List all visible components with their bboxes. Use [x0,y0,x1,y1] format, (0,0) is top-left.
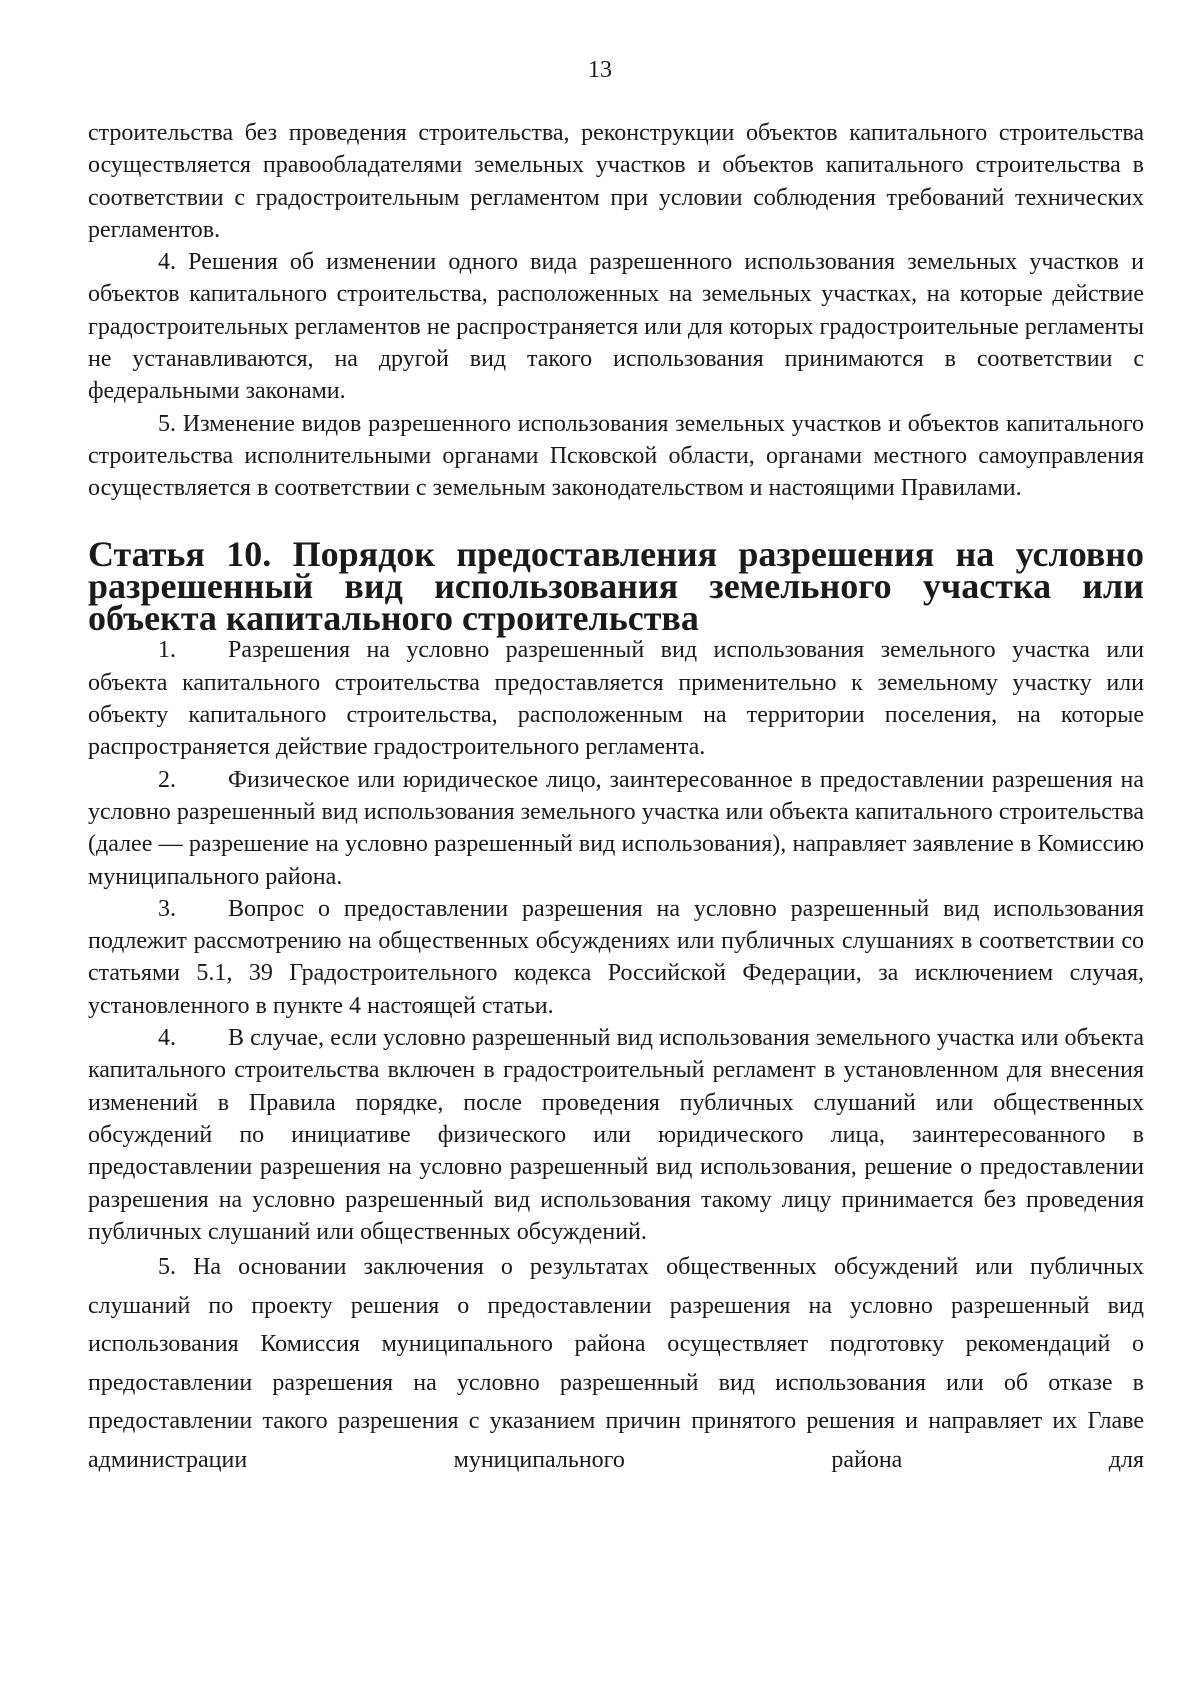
intro-paragraph: строительства без проведения строительства, реконструкции объектов капитального строительства осуществляется правообладателями земельных участков и объектов капитального строительства в соответствии с градостроительным регламентом при условии соблюдения требований технических регламентов. [88,120,1144,243]
article-item-1 [88,634,1144,763]
article-item-4 [88,1022,1144,1248]
item-number: 2. [158,766,176,793]
item-text: Вопрос о предоставлении разрешения на условно разрешенный вид использования подлежит рассмотрению на общественных обсуждениях или публичных слушаниях в соответствии со статьями 5.1, 39 Градостроительного кодекса Российской Федерации, за исключением случая, установленного в пункте 4 настоящей статьи. [88,895,1144,1019]
item-text: Разрешения на условно разрешенный вид использования земельного участка или объекта капитального строительства предоставляется применительно к земельному участку или объекту капитального строительства, расположенным на территории поселения, на которые распространяется действие градостроительного регламента. [88,637,1144,761]
page-number: 13 [588,57,612,83]
article-item-5: 5. На основании заключения о результатах общественных обсуждений или публичных слушаний по проекту решения о предоставлении разрешения на условно разрешенный вид использования Комиссия муниципального района осуществляет подготовку рекомендаций о предоставлении разрешения на условно разрешенный вид использования или об отказе в предоставлении такого разрешения с указанием причин принятого решения и направляет их Главе администрации муниципального района для [88,1254,1144,1473]
article-heading: Статья 10. Порядок предоставления разрешения на условно разрешенный вид использования земельного участка или объекта капитального строительства [88,533,1144,639]
item-number: 3. [158,895,176,922]
item-number: 1. [158,637,176,664]
item-text: Физическое или юридическое лицо, заинтересованное в предоставлении разрешения на условно разрешенный вид использования земельного участка или объекта капитального строительства (далее — разрешение на условно разрешенный вид использования), направляет заявление в Комиссию муниципального района. [88,766,1144,890]
article-item-2 [88,764,1144,893]
item-text: В случае, если условно разрешенный вид использования земельного участка или объекта капитального строительства включен в градостроительный регламент в установленном для внесения изменений в Правила порядке, после проведения публичных слушаний или общественных обсуждений по инициативе физического или юридического лица, заинтересованного в предоставлении разрешения на условно разрешенный вид использования, решение о предоставлении разрешения на условно разрешенный вид использования такому лицу принимается без проведения публичных слушаний или общественных обсуждений. [88,1025,1144,1245]
item-number: 4. [158,1025,176,1052]
document-body [88,117,1144,1479]
article-item-3 [88,893,1144,1022]
paragraph-item-5: 5. Изменение видов разрешенного использования земельных участков и объектов капитального строительства исполнительными органами Псковской области, органами местного самоуправления осуществляется в соответствии с земельным законодательством и настоящими Правилами. [88,410,1144,502]
paragraph-item-4: 4. Решения об изменении одного вида разрешенного использования земельных участков и объектов капитального строительства, расположенных на земельных участках, на которые действие градостроительных регламентов не распространяется или для которых градостроительные регламенты не устанавливаются, на другой вид такого использования принимаются в соответствии с федеральными законами. [88,249,1144,405]
